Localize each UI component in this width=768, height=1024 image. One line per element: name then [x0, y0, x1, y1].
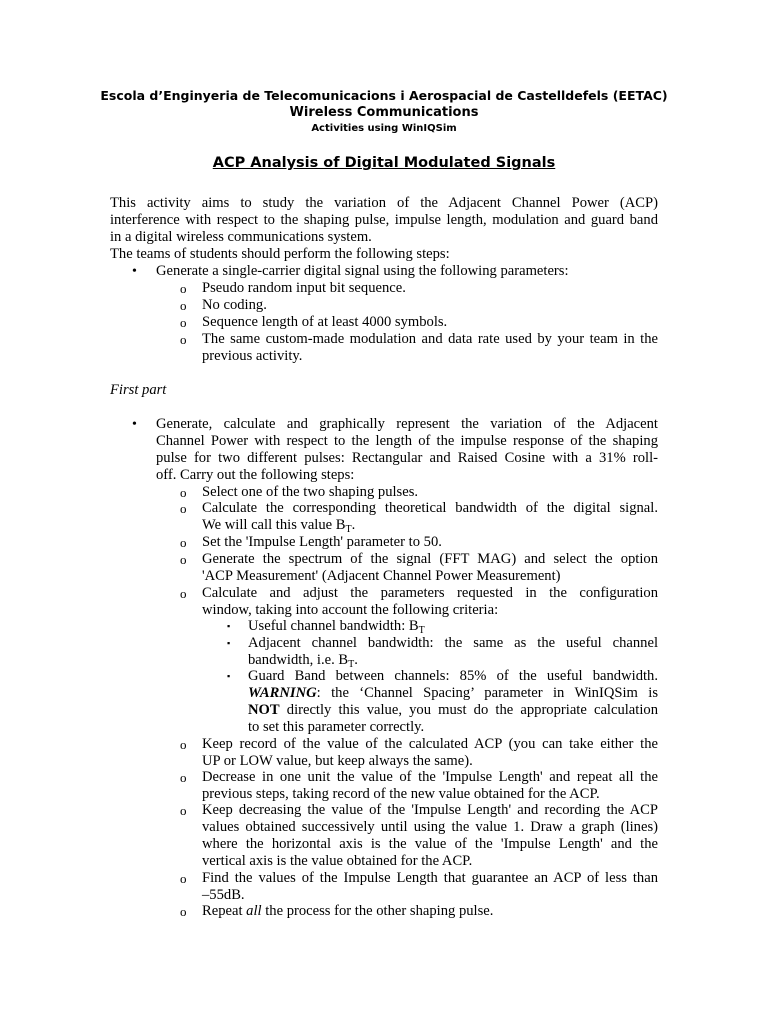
criterion-text: Useful channel bandwidth: $B_T$: [248, 618, 425, 636]
list-item: [202, 551, 658, 585]
circle-bullet-icon: o: [180, 737, 187, 752]
list-item-text: Sequence length of at least 4000 symbols.: [202, 314, 448, 330]
list-item-text: Set the 'Impulse Length' parameter to 50.: [202, 534, 442, 550]
criterion-text: to set this parameter correctly.: [248, 719, 425, 735]
list-item: [202, 280, 658, 297]
list-item-text: Decrease in one unit the value of the 'Impulse Length' and repeat all the: [202, 769, 658, 785]
step-generate-signal: [156, 263, 658, 280]
list-item-text: –55dB.: [202, 887, 245, 903]
criterion-text: NOT directly this value, you must do the appropriate calculation: [248, 702, 658, 718]
list-item-text: window, taking into account the following criteria:: [202, 602, 499, 618]
criterion-text: Adjacent channel bandwidth: the same as the useful channel: [248, 635, 658, 651]
intro-line: This activity aims to study the variation of the Adjacent Channel Power (ACP): [110, 195, 658, 211]
circle-bullet-icon: o: [180, 770, 187, 785]
list-item-text: Repeat all the process for the other shaping pulse.: [202, 903, 494, 919]
list-item: [202, 500, 658, 538]
list-item-text: where the horizontal axis is the value of the 'Impulse Length' and the: [202, 836, 658, 852]
circle-bullet-icon: o: [180, 552, 187, 567]
list-item-text: No coding.: [202, 297, 267, 313]
list-item: [202, 769, 658, 803]
list-item: [202, 903, 658, 920]
step-text: off. Carry out the following steps:: [156, 467, 355, 483]
list-item-text: Calculate the corresponding theoretical bandwidth of the digital signal.: [202, 500, 658, 516]
list-item: [202, 870, 658, 904]
circle-bullet-icon: o: [180, 803, 187, 818]
step-text: Generate, calculate and graphically represent the variation of the Adjacent: [156, 416, 658, 432]
header-subtitle: Activities using WinIQSim: [311, 123, 457, 134]
list-item: [202, 802, 658, 870]
list-item-text: previous activity.: [202, 348, 303, 364]
list-item-text: Keep decreasing the value of the 'Impulse Length' and recording the ACP: [202, 802, 658, 818]
circle-bullet-icon: o: [180, 535, 187, 550]
course-name: Wireless Communications: [289, 105, 479, 120]
circle-bullet-icon: o: [180, 332, 187, 347]
step-text: pulse for two different pulses: Rectangular and Raised Cosine with a 31% roll-: [156, 450, 658, 466]
list-item-text: Calculate and adjust the parameters requested in the configuration: [202, 585, 658, 601]
circle-bullet-icon: o: [180, 281, 187, 296]
list-item-text: Select one of the two shaping pulses.: [202, 484, 419, 500]
intro-line: in a digital wireless communications system.: [110, 229, 372, 245]
list-item-text: UP or LOW value, but keep always the same).: [202, 753, 473, 769]
intro-line: The teams of students should perform the following steps:: [110, 246, 450, 262]
list-item: [202, 534, 658, 551]
intro-line: interference with respect to the shaping pulse, impulse length, modulation and guard band: [110, 212, 658, 228]
not-label: NOT: [248, 702, 280, 718]
list-item-text: Keep record of the value of the calculated ACP (you can take either the: [202, 736, 658, 752]
list-item: [202, 314, 658, 331]
step-text: Channel Power with respect to the length of the impulse response of the shaping: [156, 433, 658, 449]
step-text: Generate a single-carrier digital signal using the following parameters:: [156, 263, 569, 279]
list-item-text: vertical axis is the value obtained for the ACP.: [202, 853, 473, 869]
step-acp-analysis: [156, 416, 658, 484]
square-bullet-icon: ▪: [227, 621, 231, 631]
circle-bullet-icon: o: [180, 315, 187, 330]
circle-bullet-icon: o: [180, 904, 187, 919]
section-heading-first-part: First part: [110, 382, 167, 398]
criterion-text: WARNING: the ‘Channel Spacing’ parameter in WinIQSim is: [248, 685, 658, 701]
circle-bullet-icon: o: [180, 586, 187, 601]
bullet-icon: •: [132, 417, 137, 432]
circle-bullet-icon: o: [180, 871, 187, 886]
list-item-text: Find the values of the Impulse Length that guarantee an ACP of less than: [202, 870, 658, 886]
list-item: [202, 736, 658, 770]
list-item: [202, 484, 658, 501]
list-item-text: values obtained successively until using the value 1. Draw a graph (lines): [202, 819, 658, 835]
list-item: [202, 297, 658, 314]
circle-bullet-icon: o: [180, 298, 187, 313]
circle-bullet-icon: o: [180, 485, 187, 500]
list-item-text: Generate the spectrum of the signal (FFT MAG) and select the option: [202, 551, 658, 567]
list-item-text: Pseudo random input bit sequence.: [202, 280, 406, 296]
bullet-icon: •: [132, 264, 137, 279]
warning-label: WARNING: [248, 685, 317, 701]
document-title: ACP Analysis of Digital Modulated Signals: [212, 155, 556, 171]
criterion-item: [248, 668, 658, 736]
criterion-text: Guard Band between channels: 85% of the useful bandwidth.: [248, 668, 658, 684]
list-item-text: previous steps, taking record of the new value obtained for the ACP.: [202, 786, 600, 802]
criterion-text: bandwidth, i.e. $B_T$.: [248, 652, 358, 670]
list-item-text: The same custom-made modulation and data rate used by your team in the: [202, 331, 658, 347]
square-bullet-icon: ▪: [227, 638, 231, 648]
school-name: Escola d’Enginyeria de Telecomunicacions i Aerospacial de Castelldefels (EETAC): [100, 88, 668, 103]
circle-bullet-icon: o: [180, 501, 187, 516]
square-bullet-icon: ▪: [227, 671, 231, 681]
list-item: [202, 331, 658, 365]
list-item-text: We will call this value $B_T$.: [202, 517, 356, 535]
list-item-text: 'ACP Measurement' (Adjacent Channel Power Measurement): [202, 568, 561, 584]
list-item: [202, 585, 658, 619]
intro-paragraph: [110, 195, 658, 263]
